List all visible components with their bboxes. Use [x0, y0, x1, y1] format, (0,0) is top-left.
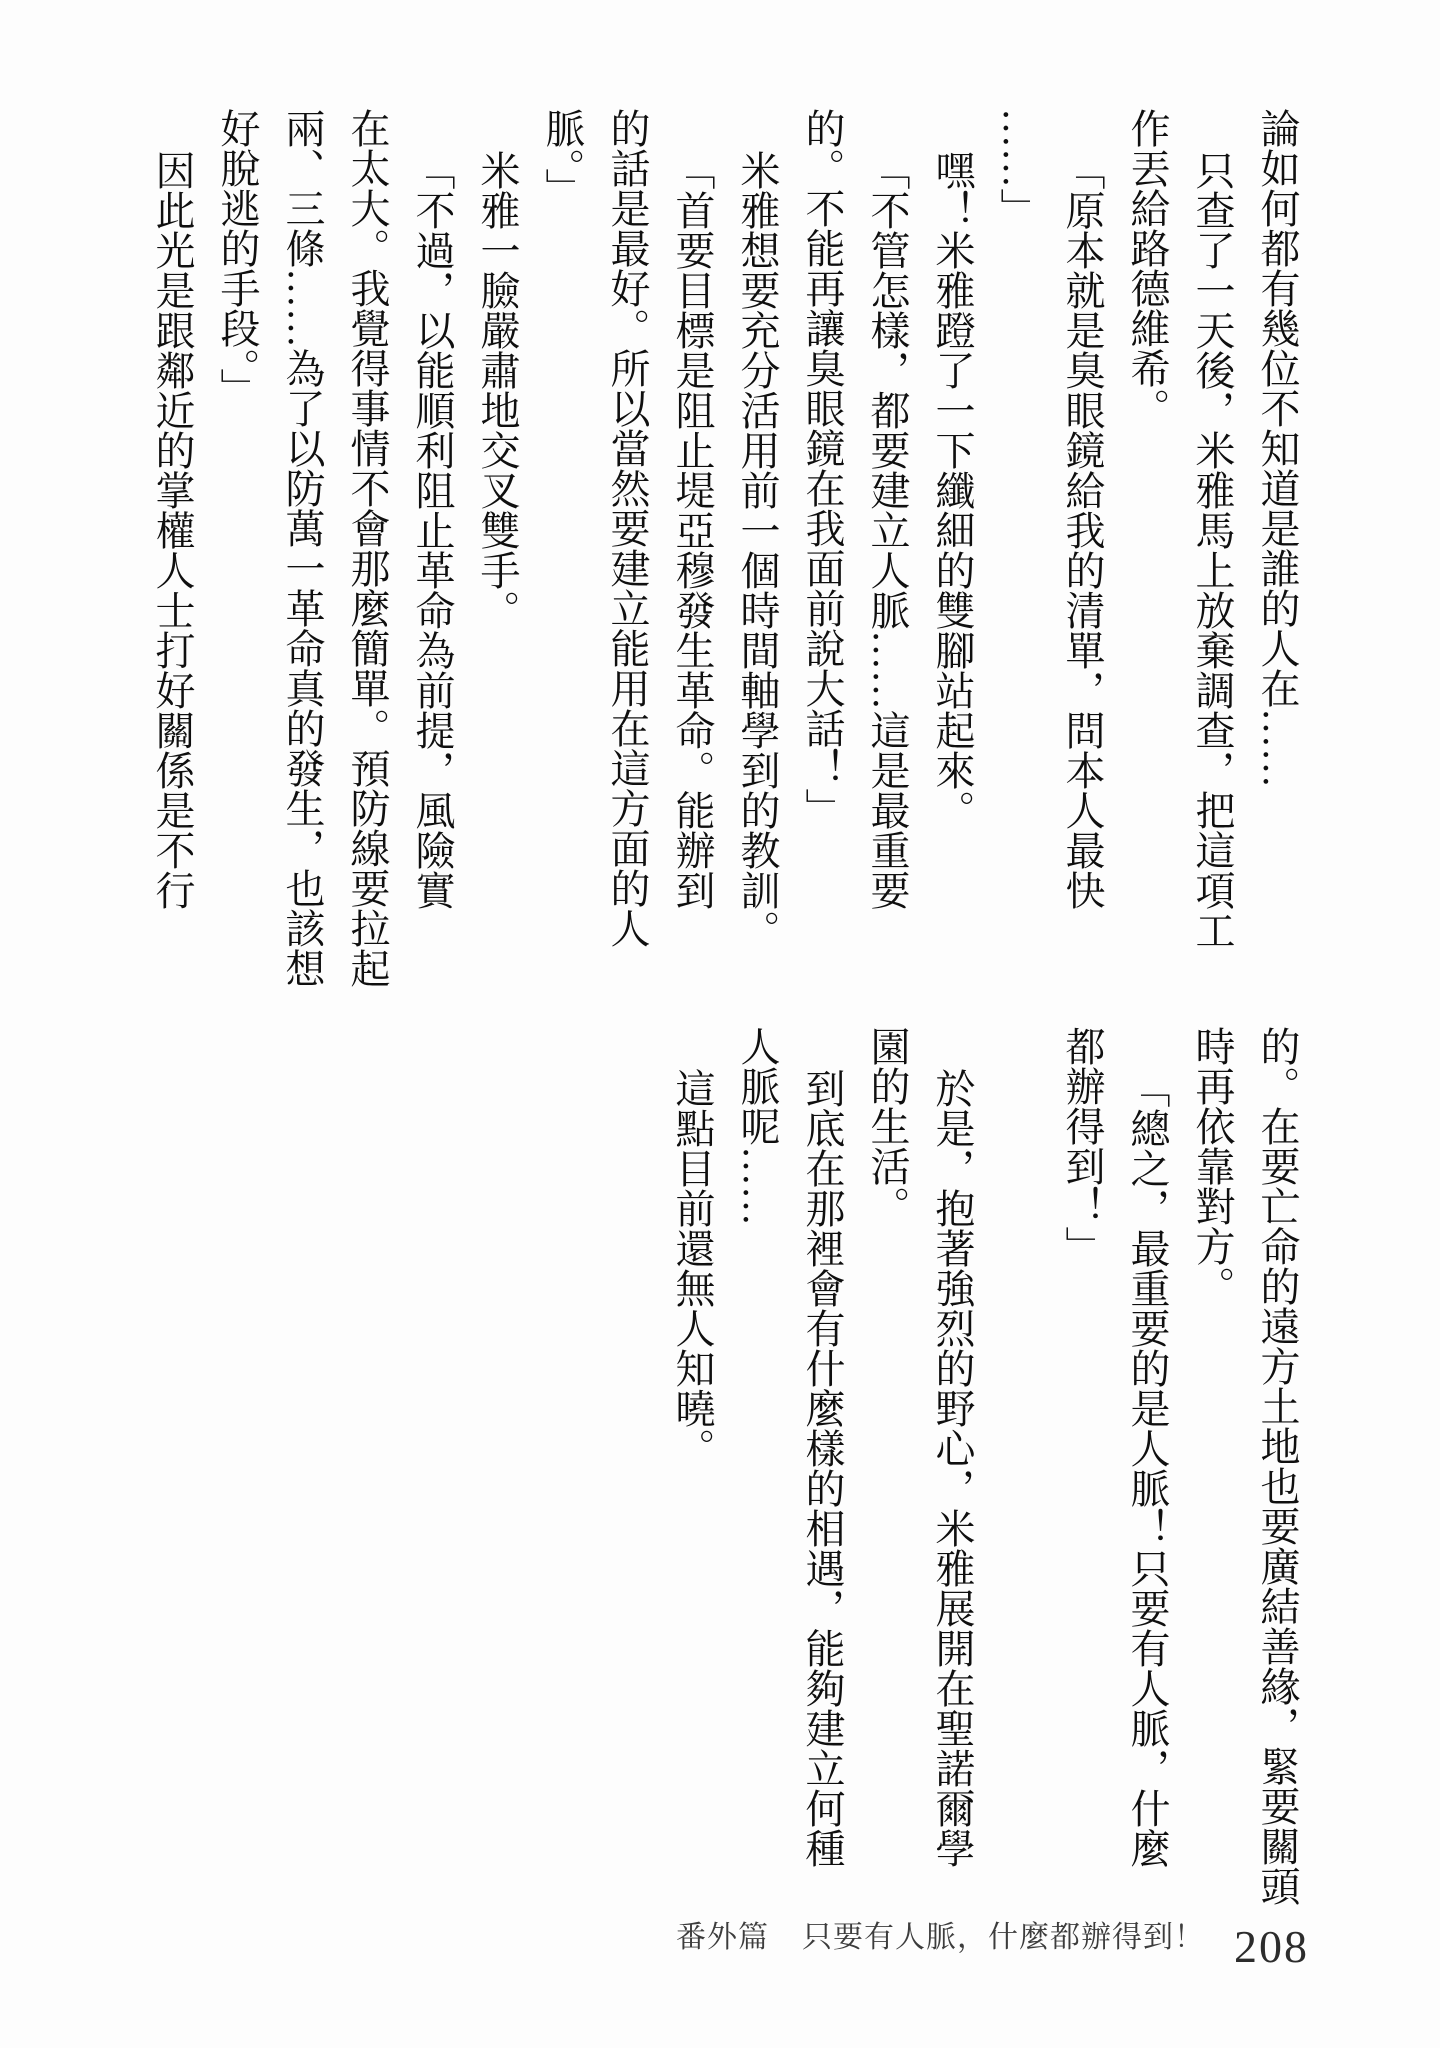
text-column: 兩、三條……為了以防萬一革命真的發生，也該想	[280, 108, 325, 988]
text-column: 因此光是跟鄰近的掌權人士打好關係是不行	[150, 150, 195, 910]
text-column: 「總之，最重要的是人脈！只要有人脈，什麼	[1125, 1068, 1170, 1868]
text-column: 論如何都有幾位不知道是誰的人在……	[1255, 108, 1300, 788]
footer-page-number: 208	[1234, 1921, 1309, 1972]
footer-chapter-title: 只要有人脈，什麼都辦得到！	[802, 1921, 1205, 1954]
text-column: 人脈呢……	[735, 1026, 780, 1226]
text-column: 到底在那裡會有什麼樣的相遇，能夠建立何種	[800, 1068, 845, 1868]
text-column: 這點目前還無人知曉。	[670, 1068, 715, 1468]
text-column: 的。在要亡命的遠方土地也要廣結善緣，緊要關頭	[1255, 1026, 1300, 1906]
text-column: ……」	[995, 108, 1040, 228]
body-text-top-block	[140, 108, 1310, 992]
text-column: 於是，抱著強烈的野心，米雅展開在聖諾爾學	[930, 1068, 975, 1868]
blank-column	[985, 1026, 1050, 1910]
text-column: 的。不能再讓臭眼鏡在我面前說大話！」	[800, 108, 845, 828]
text-column: 在太大。我覺得事情不會那麼簡單。預防線要拉起	[345, 108, 390, 988]
text-column: 作丟給路德維希。	[1125, 108, 1170, 428]
text-column: 園的生活。	[865, 1026, 910, 1226]
text-column: 好脫逃的手段。」	[215, 108, 260, 408]
text-column: 的話是最好。所以當然要建立能用在這方面的人	[605, 108, 650, 948]
text-column: 脈。」	[540, 108, 585, 208]
text-column: 「不管怎樣，都要建立人脈……這是最重要	[865, 150, 910, 910]
body-text-bottom-block	[660, 1026, 1310, 1910]
text-column: 都辦得到！」	[1060, 1026, 1105, 1266]
text-column: 只查了一天後，米雅馬上放棄調查，把這項工	[1190, 150, 1235, 950]
text-column: 米雅想要充分活用前一個時間軸學到的教訓。	[735, 150, 780, 950]
footer-section-label: 番外篇	[676, 1921, 769, 1954]
text-column: 時再依靠對方。	[1190, 1026, 1235, 1306]
text-column: 米雅一臉嚴肅地交叉雙手。	[475, 150, 520, 630]
text-column: 嘿！米雅蹬了一下纖細的雙腳站起來。	[930, 150, 975, 830]
text-column: 「首要目標是阻止堤亞穆發生革命。能辦到	[670, 150, 715, 910]
text-column: 「不過，以能順利阻止革命為前提，風險實	[410, 150, 455, 910]
text-column: 「原本就是臭眼鏡給我的清單，問本人最快	[1060, 150, 1105, 910]
